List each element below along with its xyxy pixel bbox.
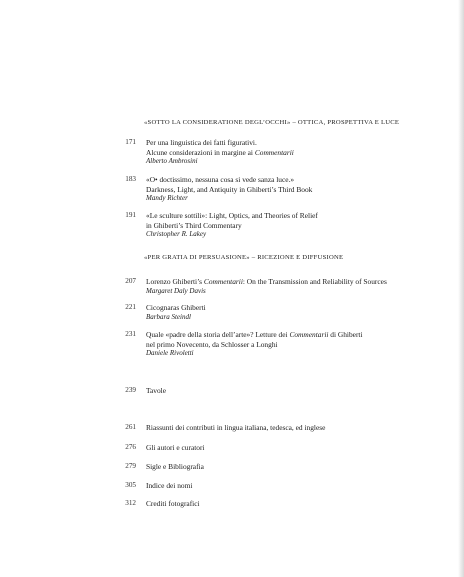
- entry-title: Gli autori e curatori: [146, 443, 205, 452]
- entry-author: Mandy Richter: [146, 194, 188, 203]
- entry-title: Sigle e Bibliografia: [146, 462, 204, 471]
- page-number: 231: [125, 330, 136, 338]
- page-number: 183: [125, 175, 136, 183]
- entry-title-italic: Commentarii: [203, 277, 243, 286]
- entry-title: Alcune considerazioni in margine ai: [146, 147, 255, 157]
- page-number: 279: [125, 462, 136, 470]
- page-number: 207: [125, 277, 136, 285]
- page-number: 261: [125, 423, 136, 431]
- page-number: 171: [125, 138, 136, 146]
- entry-author: Barbara Steindl: [146, 312, 191, 321]
- entry-title: in Ghiberti’s Third Commentary: [146, 220, 242, 230]
- entry-author: Alberto Ambrosini: [146, 157, 198, 166]
- page-number: 276: [125, 443, 136, 451]
- entry-title: Per una linguistica dei fatti figurativi.: [146, 138, 257, 147]
- page-number: 312: [125, 499, 136, 507]
- entry-title: Crediti fotografici: [146, 499, 200, 508]
- entry-author: Christopher R. Lakey: [146, 230, 207, 239]
- entry-title: «Le sculture sottili»: Light, Optics, and Theories of Relief: [146, 211, 318, 220]
- entry-title: Tavole: [146, 386, 167, 395]
- page-number: 191: [125, 211, 136, 219]
- entry-title: Cicognaras Ghiberti: [146, 303, 206, 312]
- entry-title: «O• doctissimo, nessuna cosa si vede sanza luce.»: [146, 175, 295, 184]
- page-edge-shadow: [458, 0, 464, 577]
- entry-title: Darkness, Light, and Antiquity in Ghiberti’s Third Book: [146, 184, 313, 194]
- entry-title: Quale «padre della storia dell’arte»? Letture dei: [146, 330, 290, 339]
- section-heading: «PER GRATIA DI PERSUASIONE» – RICEZIONE E DIFFUSIONE: [144, 254, 344, 261]
- entry-author: Margaret Daly Davis: [146, 286, 206, 295]
- entry-title: di Ghiberti: [328, 330, 363, 339]
- entry-title-italic: Commentarii: [289, 330, 329, 339]
- page-number: 221: [125, 303, 136, 311]
- entry-title: nel primo Novecento, da Schlosser a Longhi: [146, 339, 278, 349]
- entry-title: Indice dei nomi: [146, 481, 193, 490]
- entry-title-italic: Commentarii: [254, 147, 294, 157]
- entry-author: Daniele Rivoletti: [146, 349, 194, 358]
- entry-title: Riassunti dei contributi in lingua italiana, tedesca, ed inglese: [146, 423, 326, 432]
- page-number: 239: [125, 386, 136, 394]
- entry-title: Lorenzo Ghiberti’s: [146, 277, 204, 286]
- page-number: 305: [125, 481, 136, 489]
- entry-title: : On the Transmission and Reliability of Sources: [242, 277, 387, 286]
- section-heading: «SOTTO LA CONSIDERATIONE DEGL’OCCHI» – OTTICA, PROSPETTIVA E LUCE: [144, 119, 400, 126]
